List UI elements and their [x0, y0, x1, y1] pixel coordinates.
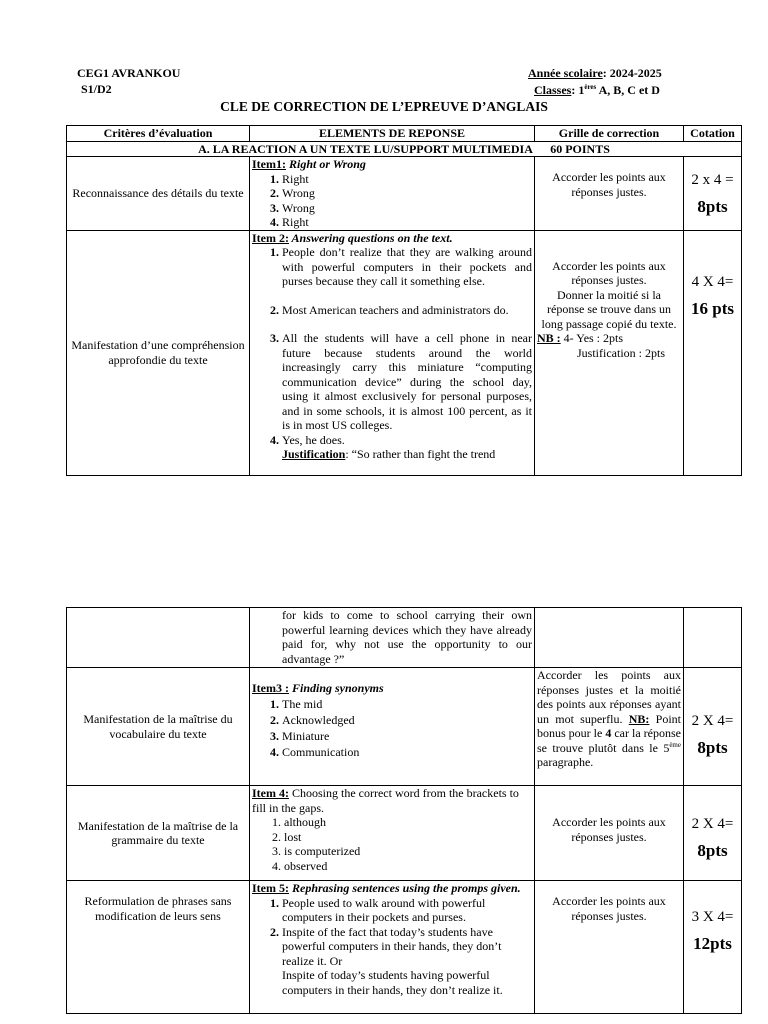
item2-justification	[252, 447, 532, 462]
grille-item4: Accorder les points aux réponses justes.	[535, 786, 684, 881]
item2-cell	[250, 230, 535, 475]
list-item: 2. Most American teachers and administrators do.	[282, 303, 532, 318]
list-item: 1. Right	[282, 172, 532, 187]
item5-label: Item 5:	[252, 881, 289, 895]
cotation-item1	[684, 157, 742, 231]
grille-item1: Accorder les points aux réponses justes.	[535, 157, 684, 231]
cotation-item3	[684, 668, 742, 786]
classes-sup: ères	[584, 83, 597, 91]
school-year-label: Année scolaire	[528, 66, 603, 80]
list-item: 2. lost	[284, 830, 532, 845]
criterion-vocabulary: Manifestation de la maîtrise du vocabulaire du texte	[67, 668, 250, 786]
table-row	[67, 608, 742, 668]
list-item: 4. Yes, he does.	[282, 433, 532, 448]
list-item: 1. People used to walk around with powerful computers in their pockets and purses.	[282, 896, 532, 925]
item3-label: Item3 :	[252, 681, 289, 695]
cotation-total: 8pts	[697, 197, 728, 216]
list-item: 2. Acknowledged	[282, 712, 532, 728]
item3-title: Finding synonyms	[288, 681, 384, 695]
table-row	[67, 786, 742, 881]
justification-text: : “So rather than fight the trend	[345, 447, 496, 461]
classes	[534, 83, 660, 98]
table-row	[67, 668, 742, 786]
list-item: 1. although	[284, 815, 532, 830]
criterion-grammar: Manifestation de la maîtrise de la grammaire du texte	[67, 786, 250, 881]
list-item: 4. Right	[282, 215, 532, 230]
item5-a2: Inspite of the fact that today’s students have powerful computers in their hands, they don’t realize it. Or	[282, 924, 502, 968]
cotation-item5	[684, 881, 742, 1014]
cotation-formula: 4 X 4=	[691, 273, 734, 290]
item4-title: Choosing the correct word from the brackets to fill in the gaps.	[252, 786, 519, 815]
item4-answers	[252, 815, 532, 873]
grille-item2-line2: Donner la moitié si la réponse se trouve dans un long passage copié du texte.	[541, 287, 677, 331]
cotation-total: 8pts	[697, 738, 728, 757]
empty-cell	[684, 608, 742, 668]
nb-text-b: car la réponse se trouve plutôt dans le 5	[537, 726, 681, 755]
table-row	[67, 157, 742, 231]
grille-item3	[535, 668, 684, 786]
school-name: CEG1 AVRANKOU	[77, 66, 181, 80]
item1-answers	[252, 172, 532, 230]
item2-heading	[252, 231, 532, 246]
item5-cell	[250, 881, 535, 1014]
cotation-formula: 2 x 4 =	[691, 172, 734, 188]
criterion-comprehension: Manifestation d’une compréhension approfondie du texte	[67, 230, 250, 475]
nb-text: 4- Yes : 2pts	[560, 331, 624, 345]
table-row	[67, 881, 742, 1014]
item3-heading	[252, 681, 532, 696]
column-header-grille: Grille de correction	[535, 126, 684, 142]
empty-cell	[535, 608, 684, 668]
nb-label: NB :	[537, 331, 561, 345]
cotation-item4	[684, 786, 742, 881]
answer-key-table-2	[66, 607, 742, 1014]
item4-label: Item 4:	[252, 786, 289, 800]
list-item: 3. Miniature	[282, 728, 532, 744]
list-item: 1. The mid	[282, 696, 532, 712]
list-item	[282, 925, 532, 998]
item2-answers	[252, 245, 532, 447]
school-year-value: : 2024-2025	[602, 66, 662, 80]
classes-prefix: : 1	[571, 83, 585, 97]
cotation-formula: 2 X 4=	[691, 713, 734, 729]
grille-item3-text: Accorder les points aux réponses justes et la moitié des points aux réponses ayant un mot superflu.	[537, 668, 681, 726]
item4-heading	[252, 786, 532, 815]
class-group: S1/D2	[81, 82, 112, 96]
classes-label: Classes	[534, 83, 572, 97]
list-item: 4. observed	[284, 859, 532, 874]
list-item: 3. All the students will have a cell phone in near future because students around the world increasingly carry this miniature “computing communication device” during the school day, using it almost exclusively for personal purposes, and in some schools, it is almost 100 percent, as it is in most US colleges.	[282, 331, 532, 433]
item1-title: Right or Wrong	[285, 157, 366, 171]
cotation-total: 8pts	[697, 841, 728, 860]
cotation-total: 16 pts	[691, 298, 734, 318]
nb-text-c: paragraphe.	[537, 755, 594, 769]
item5-title: Rephrasing sentences using the promps given.	[288, 881, 521, 895]
grille-item2-nb	[537, 331, 681, 346]
item5-answers	[252, 896, 532, 998]
item1-heading	[252, 157, 532, 172]
list-item: 1. People don’t realize that they are walking around with powerful computers in their pockets and purses because they call it something else.	[282, 245, 532, 289]
grille-item2-line1: Accorder les points aux réponses justes.	[552, 258, 666, 287]
column-header-criteria: Critères d’évaluation	[67, 126, 250, 142]
grille-item5: Accorder les points aux réponses justes.	[535, 881, 684, 1014]
column-header-cotation: Cotation	[684, 126, 742, 142]
grille-item2	[535, 230, 684, 475]
answer-key-table-1	[66, 125, 742, 476]
nb-sup: ème	[669, 740, 681, 749]
item2-label: Item 2:	[252, 230, 289, 245]
classes-value: A, B, C et D	[596, 83, 660, 97]
empty-cell	[67, 608, 250, 668]
school-year	[528, 66, 662, 81]
cotation-item2	[684, 230, 742, 475]
nb-text: Point bonus pour le	[537, 711, 681, 740]
grille-item2-nb2: Justification : 2pts	[577, 345, 665, 360]
cotation-formula: 2 X 4=	[691, 816, 734, 832]
item1-cell	[250, 157, 535, 231]
nb-bold: 4	[605, 726, 612, 740]
criterion-reformulation: Reformulation de phrases sans modification de leurs sens	[67, 881, 250, 1014]
list-item: 2. Wrong	[282, 186, 532, 201]
item3-answers	[252, 696, 532, 760]
column-header-elements: ELEMENTS DE REPONSE	[250, 126, 535, 142]
list-item: 4. Communication	[282, 744, 532, 760]
item5-heading	[252, 881, 532, 896]
list-item: 3. Wrong	[282, 201, 532, 216]
cotation-total: 12pts	[693, 934, 732, 953]
cotation-formula: 3 X 4=	[691, 909, 734, 925]
item2-continuation: for kids to come to school carrying their own powerful learning devices which they have already paid for, why not use the opportunity to our advantage ?”	[250, 608, 535, 668]
item4-cell	[250, 786, 535, 881]
criterion-details: Reconnaissance des détails du texte	[67, 157, 250, 231]
justification-label: Justification	[282, 447, 346, 461]
table-row	[67, 230, 742, 475]
item3-cell	[250, 668, 535, 786]
item2-title: Answering questions on the text.	[288, 230, 453, 245]
item5-a2b: Inspite of today’s students having powerful computers in their hands, they don’t realize it.	[282, 968, 503, 997]
nb-label: NB:	[628, 711, 650, 726]
item1-label: Item1:	[252, 157, 286, 171]
page-title: CLE DE CORRECTION DE L’EPREUVE D’ANGLAIS	[220, 99, 548, 114]
section-title: A. LA REACTION A UN TEXTE LU/SUPPORT MULTIMEDIA 60 POINTS	[67, 141, 742, 157]
list-item: 3. is computerized	[284, 844, 532, 859]
